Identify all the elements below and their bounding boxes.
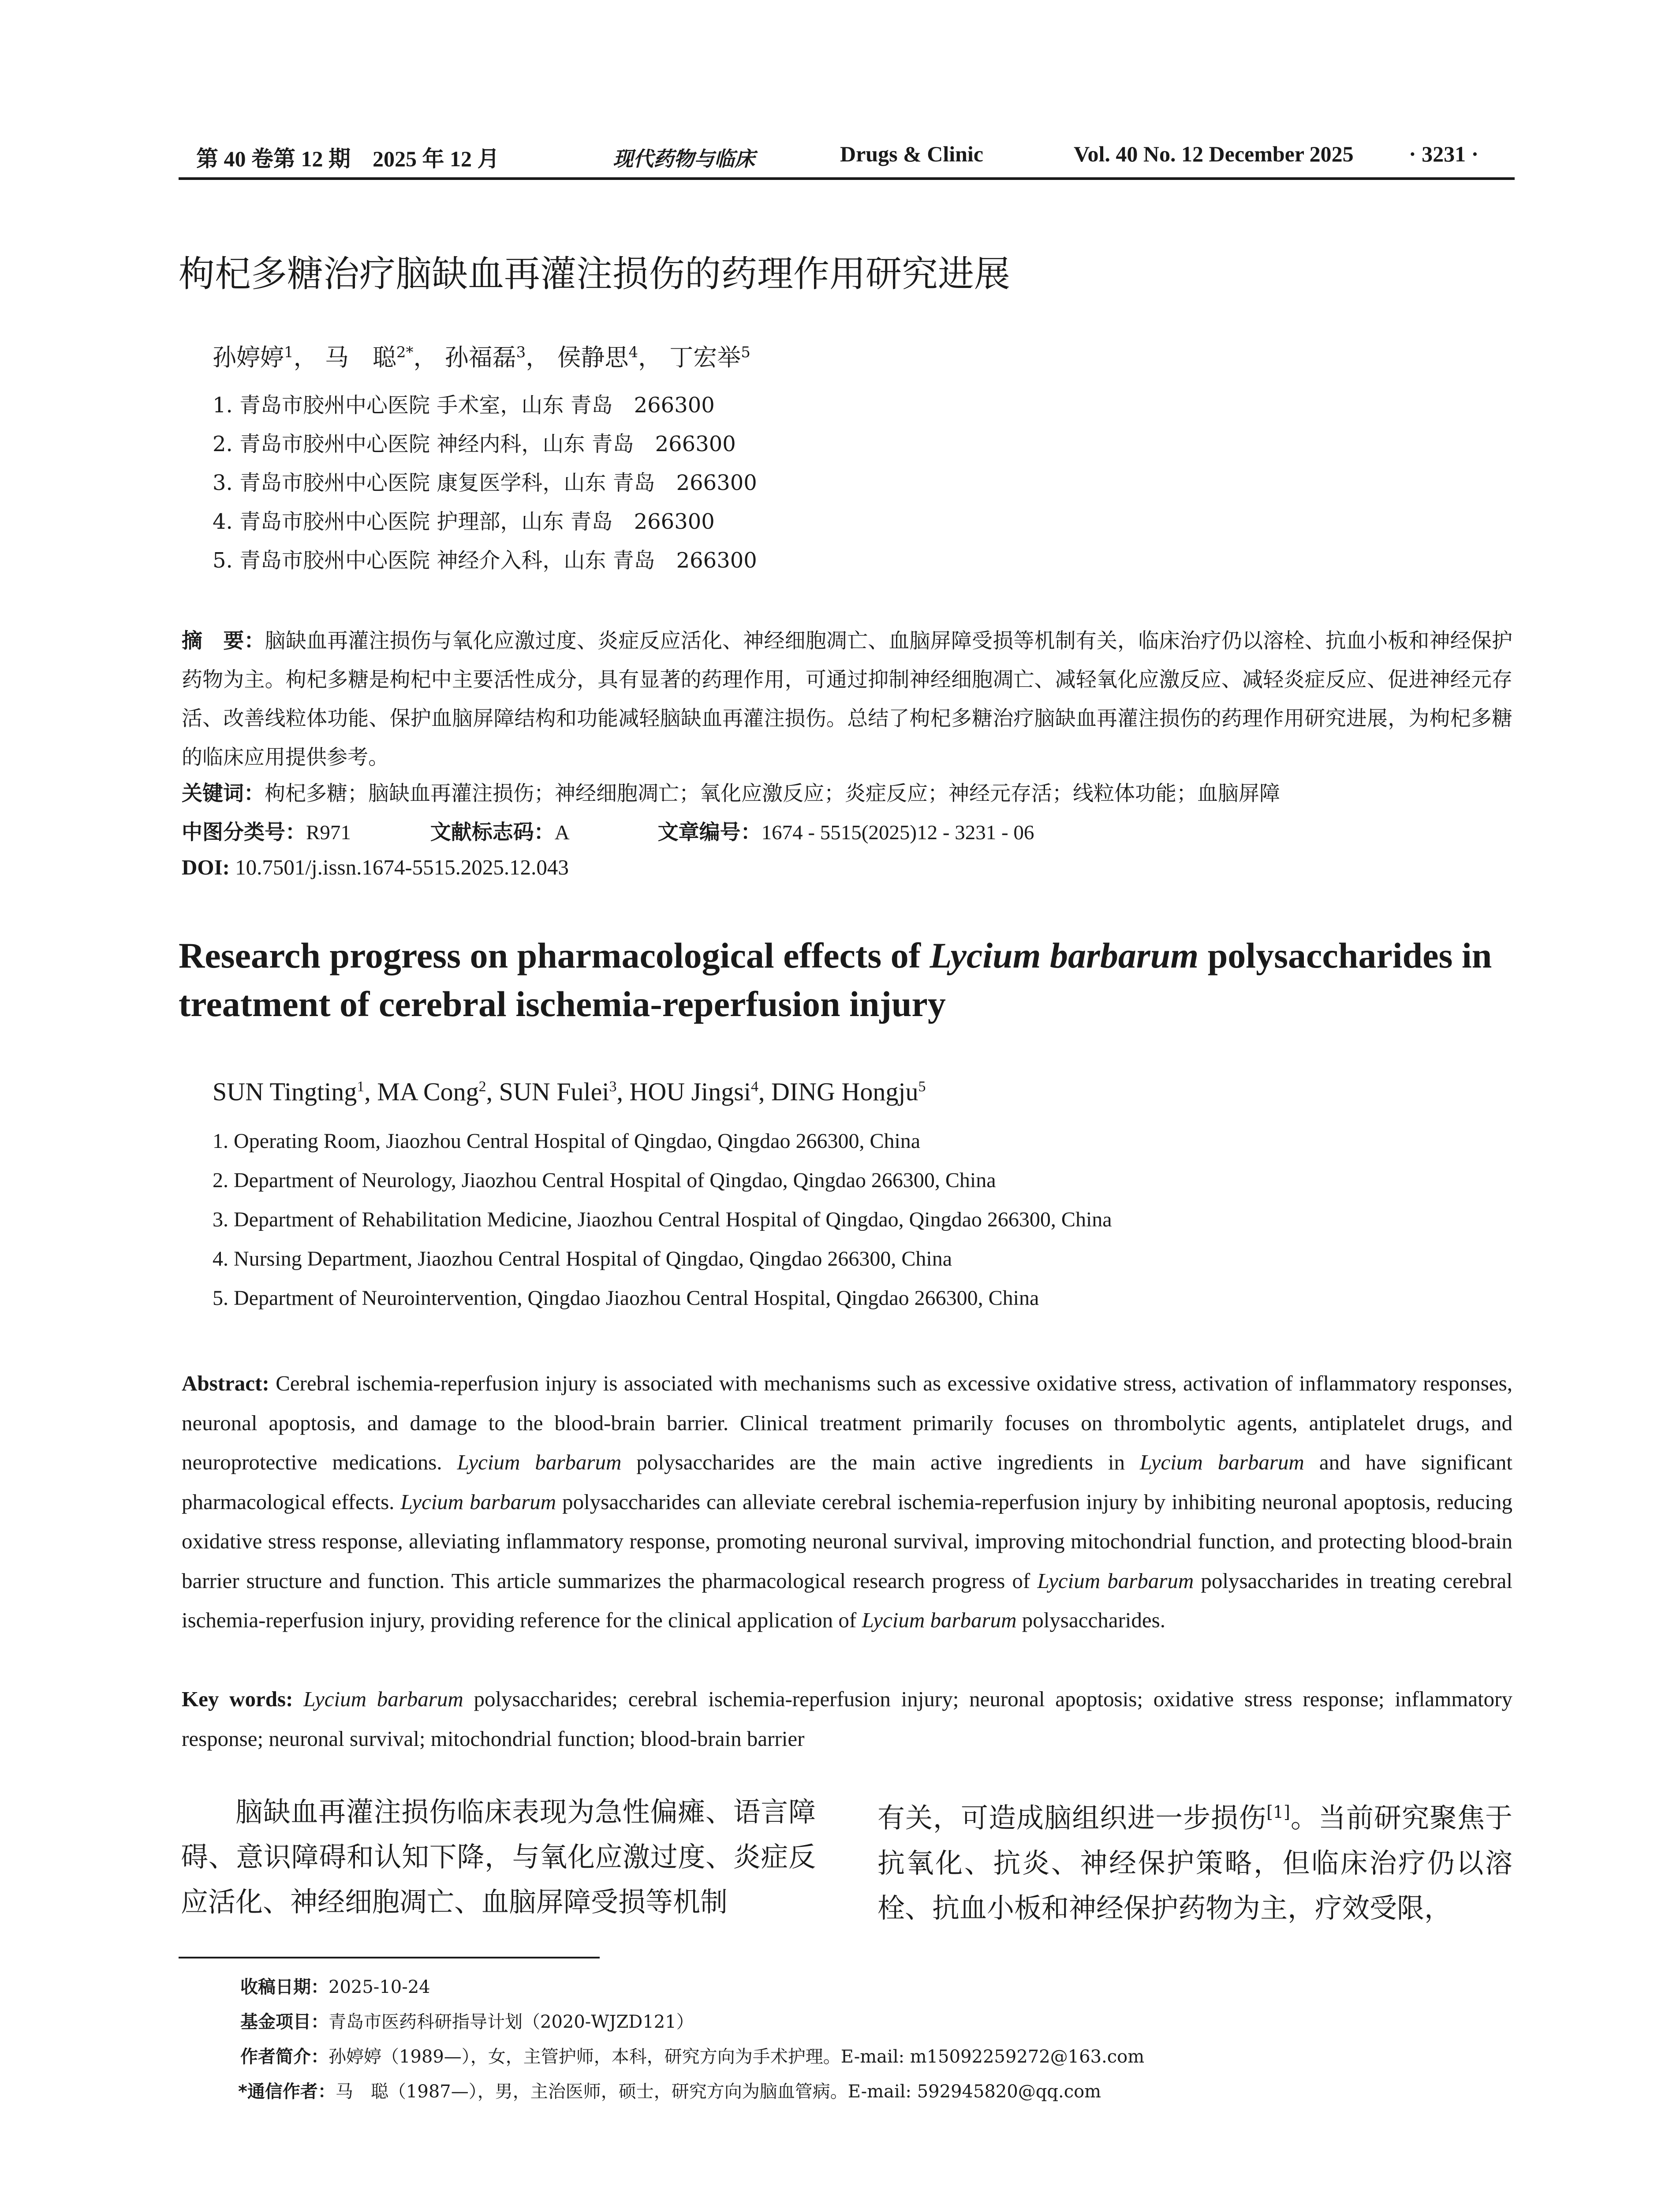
footnote-text: 孙婷婷（1989—），女，主管护师，本科，研究方向为手术护理。E-mail: m15092259272@163.com: [329, 2047, 1145, 2067]
doc-code-value: A: [554, 821, 570, 844]
affiliation-zh: 2. 青岛市胶州中心医院 神经内科，山东 青岛 266300: [213, 432, 736, 456]
author-en-sup: 4: [750, 1078, 758, 1095]
header-rule: [179, 177, 1515, 180]
footnote-text: 青岛市医药科研指导计划（2020-WJZD121）: [329, 2012, 694, 2032]
author-en: DING Hongju: [771, 1077, 918, 1106]
author-zh-sup: 2*: [396, 344, 414, 361]
header-issue-zh: 第 40 卷第 12 期 2025 年 12 月: [196, 146, 500, 171]
affiliation-zh: 4. 青岛市胶州中心医院 护理部，山东 青岛 266300: [213, 509, 715, 534]
keywords-en-label: Key words:: [182, 1687, 293, 1711]
keywords-en-text: polysaccharides; cerebral ischemia-reperfusion injury; neuronal apoptosis; oxidative stress response; inflammatory response; neuronal survival; mitochondrial function; blood-brain barrier: [182, 1687, 1513, 1751]
header-journal-zh: 现代药物与临床: [613, 147, 755, 171]
footnote-corresponding: [238, 2078, 1101, 2103]
affiliation-en: 1. Operating Room, Jiaozhou Central Hospital of Qingdao, Qingdao 266300, China: [213, 1129, 921, 1153]
author-en: SUN Fulei: [499, 1077, 609, 1106]
body-column-right: [877, 1790, 1512, 1931]
abstract-en-text: polysaccharides.: [1016, 1608, 1165, 1632]
footnote-label: 收稿日期：: [240, 1977, 329, 1997]
abstract-zh: [182, 622, 1512, 777]
species-name: Lycium barbarum: [1139, 1450, 1304, 1474]
footnote-received: [240, 1973, 430, 1998]
affiliation-zh: 3. 青岛市胶州中心医院 康复医学科，山东 青岛 266300: [213, 471, 757, 495]
abstract-en-text: polysaccharides can alleviate cerebral ischemia-reperfusion injury by inhibiting neuronal apoptosis, reducing oxidative stress response, alleviating inflammatory response, promoting neuronal survival, improving mitochondrial function, and protecting blood-brain barrier structure and function. This article summarizes the pharmacological research progress of: [182, 1489, 1512, 1593]
author-zh-sup: 1: [284, 344, 294, 361]
keywords-zh-text: 枸杞多糖；脑缺血再灌注损伤；神经细胞凋亡；氧化应激反应；炎症反应；神经元存活；线粒体功能；血脑屏障: [265, 781, 1280, 806]
title-zh: 枸杞多糖治疗脑缺血再灌注损伤的药理作用研究进展: [179, 253, 1011, 295]
author-zh-sup: 4: [628, 344, 638, 361]
clc-label: 中图分类号：: [182, 820, 306, 845]
affiliation-en: 3. Department of Rehabilitation Medicine, Jiaozhou Central Hospital of Qingdao, Qingdao 266300, China: [213, 1208, 1112, 1231]
title-en-italic: Lycium barbarum: [930, 935, 1199, 975]
keywords-zh-label: 关键词：: [182, 781, 265, 806]
author-zh: 马 聪: [325, 344, 396, 371]
abstract-zh-text: 脑缺血再灌注损伤与氧化应激过度、炎症反应活化、神经细胞凋亡、血脑屏障受损等机制有关，临床治疗仍以溶栓、抗血小板和神经保护药物为主。枸杞多糖是枸杞中主要活性成分，具有显著的药理作用，可通过抑制神经细胞凋亡、减轻氧化应激反应、减轻炎症反应、促进神经元存活、改善线粒体功能、保护血脑屏障结构和功能减轻脑缺血再灌注损伤。总结了枸杞多糖治疗脑缺血再灌注损伤的药理作用研究进展，为枸杞多糖的临床应用提供参考。: [182, 629, 1513, 770]
article-number-value: 1674 - 5515(2025)12 - 3231 - 06: [761, 821, 1034, 844]
affiliation-en: 2. Department of Neurology, Jiaozhou Central Hospital of Qingdao, Qingdao 266300, China: [213, 1169, 996, 1192]
affiliation-en: 4. Nursing Department, Jiaozhou Central Hospital of Qingdao, Qingdao 266300, China: [213, 1247, 952, 1271]
abstract-en-label: Abstract:: [182, 1371, 269, 1395]
footnote-funding: [240, 2008, 694, 2033]
author-zh: 孙福磊: [444, 344, 516, 371]
authors-en: SUN Tingting$^1$, MA Cong$^2$, SUN Fulei$^3$, HOU Jingsi$^4$, DING Hongju$^5$: [213, 1077, 926, 1106]
author-zh-sup: 3: [516, 344, 526, 361]
abstract-en: [182, 1364, 1512, 1640]
species-name: Lycium barbarum: [303, 1687, 463, 1711]
species-name: Lycium barbarum: [862, 1608, 1017, 1632]
footnote-label: 作者简介：: [240, 2047, 329, 2067]
title-en-part2: polysaccharides in treatment of cerebral ischemia-reperfusion injury: [179, 935, 1492, 1024]
species-name: Lycium barbarum: [457, 1450, 622, 1474]
citation-ref[interactable]: [1]: [1266, 1802, 1290, 1822]
keywords-zh: [182, 777, 1280, 807]
author-en: MA Cong: [377, 1077, 479, 1106]
clc-value: R971: [306, 821, 351, 844]
footnote-text: 2025-10-24: [329, 1977, 430, 1997]
body-right-text: 。当前研究聚焦于抗氧化、抗炎、神经保护策略，但临床治疗仍以溶栓、抗血小板和神经保护药物为主，疗效受限，: [877, 1801, 1512, 1924]
footnote-label: 基金项目：: [240, 2012, 329, 2032]
title-en-part1: Research progress on pharmacological effects of: [179, 935, 930, 975]
doi-line: [182, 855, 569, 880]
species-name: Lycium barbarum: [1037, 1568, 1194, 1593]
abstract-en-text: polysaccharides are the main active ingredients in: [621, 1450, 1140, 1474]
footnote-text: 马 聪（1987—），男，主治医师，硕士，研究方向为脑血管病。E-mail: 592945820@qq.com: [335, 2082, 1101, 2102]
abstract-en-text: polysaccharides in treating cerebral ischemia-reperfusion injury, providing reference for the clinical application of: [182, 1568, 1513, 1632]
classification-line: [182, 816, 1034, 845]
abstract-zh-label: 摘 要：: [182, 629, 265, 653]
affiliation-zh: 1. 青岛市胶州中心医院 手术室，山东 青岛 266300: [213, 393, 715, 418]
affiliation-en: 5. Department of Neurointervention, Qingdao Jiaozhou Central Hospital, Qingdao 266300, China: [213, 1286, 1039, 1310]
body-right-text: 有关，可造成脑组织进一步损伤: [877, 1801, 1267, 1834]
author-zh: 孙婷婷: [213, 344, 284, 371]
author-zh: 丁宏举: [669, 344, 741, 371]
author-zh: 侯静思: [557, 344, 629, 371]
authors-zh: 孙婷婷$^1$， 马 聪$^{2*}$， 孙福磊$^3$， 侯静思$^4$， 丁宏举$^5$: [213, 344, 750, 371]
affiliation-zh: 5. 青岛市胶州中心医院 神经介入科，山东 青岛 266300: [213, 548, 757, 573]
author-en-sup: 2: [478, 1078, 486, 1095]
author-zh-sup: 5: [741, 344, 750, 361]
author-en-sup: 5: [918, 1078, 926, 1095]
doc-code-label: 文献标志码：: [430, 820, 555, 845]
header-issue-en: Vol. 40 No. 12 December 2025: [1074, 142, 1354, 166]
author-en-sup: 3: [609, 1078, 617, 1095]
author-en-sup: 1: [357, 1078, 365, 1095]
header-journal-en: Drugs & Clinic: [840, 142, 983, 166]
species-name: Lycium barbarum: [400, 1489, 556, 1514]
doi-label: DOI:: [182, 855, 230, 879]
running-header: [179, 141, 1515, 181]
article-number-label: 文章编号：: [657, 820, 762, 845]
header-page-number: · 3231 ·: [1409, 142, 1479, 166]
footnote-rule: [179, 1957, 600, 1958]
abstract-en-text: Cerebral ischemia-reperfusion injury is associated with mechanisms such as excessive oxidative stress, activation of inflammatory responses, neuronal apoptosis, and damage to the blood-brain barrier. Clinical treatment primarily focuses on thrombolytic agents, antiplatelet drugs, and neuroprotective medications.: [182, 1371, 1512, 1474]
author-en: HOU Jingsi: [629, 1077, 751, 1106]
footnote-label: *通信作者：: [238, 2082, 336, 2102]
body-column-left: 脑缺血再灌注损伤临床表现为急性偏瘫、语言障碍、意识障碍和认知下降，与氧化应激过度、炎症反应活化、神经细胞凋亡、血脑屏障受损等机制: [181, 1796, 816, 1918]
keywords-en: [182, 1679, 1512, 1758]
author-en: SUN Tingting: [213, 1077, 357, 1106]
doi-value[interactable]: 10.7501/j.issn.1674-5515.2025.12.043: [235, 855, 569, 879]
abstract-en-text: and have significant pharmacological effects.: [182, 1450, 1512, 1514]
footnote-author-bio: [240, 2043, 1144, 2068]
title-en: [179, 931, 1523, 1028]
